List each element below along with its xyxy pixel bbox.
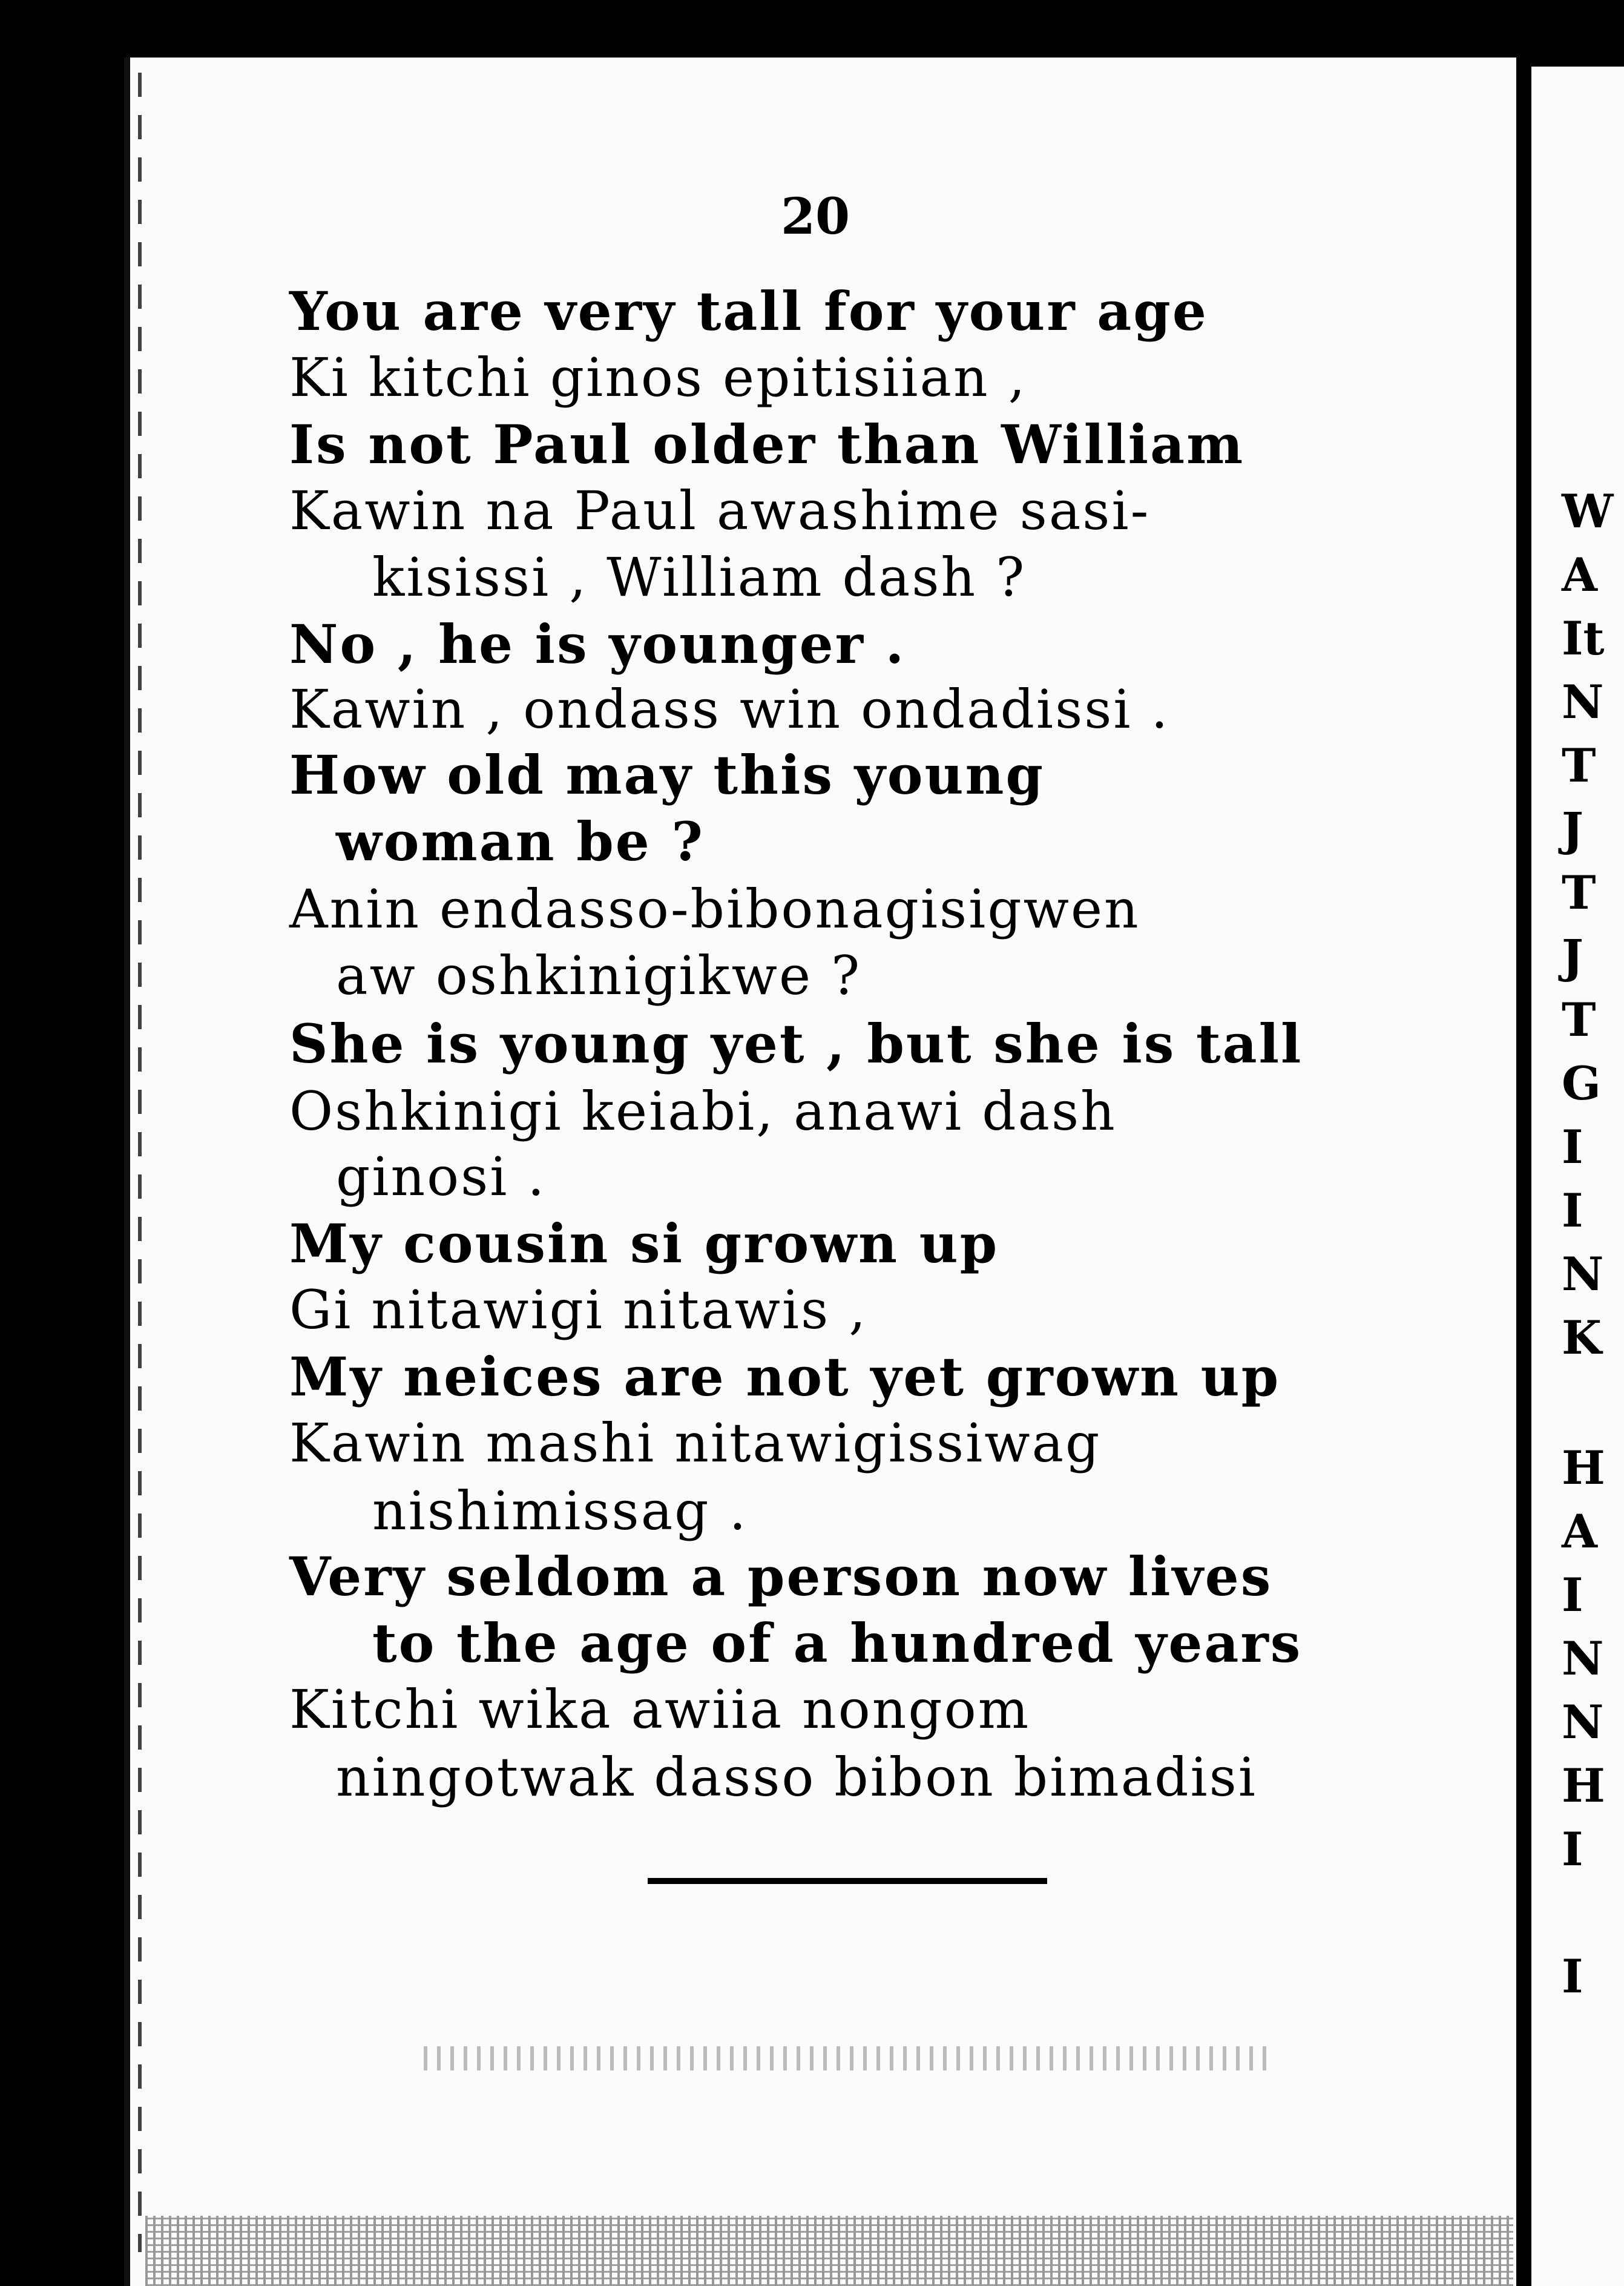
text-line: ningotwak dasso bibon bimadisi: [336, 1746, 1257, 1808]
text-line: She is young yet , but she is tall: [289, 1012, 1303, 1075]
facing-page-fragment: J: [1562, 802, 1583, 856]
text-line: Is not Paul older than William: [289, 413, 1245, 476]
text-line: You are very tall for your age: [289, 280, 1208, 343]
text-line: My cousin si grown up: [289, 1212, 999, 1275]
facing-page-fragment: A: [1562, 548, 1597, 602]
facing-page-fragment: W: [1562, 484, 1614, 538]
facing-page-fragment: It: [1562, 611, 1605, 665]
text-line: How old may this young: [289, 743, 1045, 806]
text-line: Kawin mashi nitawigissiwag: [289, 1412, 1102, 1474]
text-line: Very seldom a person now lives: [289, 1545, 1273, 1608]
facing-page-fragment: T: [1562, 866, 1596, 920]
text-line: nishimissag .: [372, 1480, 748, 1542]
text-line: Kawin na Paul awashime sasi-: [289, 479, 1151, 542]
page-edge-rule: [138, 73, 142, 2252]
page-bottom-noise: [145, 2216, 1513, 2286]
text-line: woman be ?: [336, 810, 705, 873]
text-line: Ki kitchi ginos epitisiian ,: [289, 346, 1027, 409]
facing-page-fragment: T: [1562, 993, 1596, 1047]
facing-page-fragment: I: [1562, 1184, 1583, 1237]
text-line: kisissi , William dash ?: [372, 546, 1027, 608]
facing-page-fragment: H: [1562, 1759, 1605, 1813]
facing-page-fragment: N: [1562, 1695, 1604, 1749]
text-line: Kitchi wika awiia nongom: [289, 1678, 1031, 1741]
text-line: No , he is younger .: [289, 613, 906, 676]
facing-page-fragment: H: [1562, 1441, 1605, 1495]
facing-page-fragment: J: [1562, 929, 1583, 983]
facing-page-fragment: I: [1562, 1120, 1583, 1174]
facing-page-fragment: A: [1562, 1504, 1597, 1558]
facing-page-fragment: N: [1562, 1247, 1604, 1301]
facing-page-fragment: G: [1562, 1056, 1601, 1110]
text-line: Oshkinigi keiabi, anawi dash: [289, 1080, 1117, 1142]
page-number: 20: [781, 188, 850, 246]
facing-page-fragment: I: [1562, 1949, 1583, 2003]
facing-page-fragment: I: [1562, 1822, 1583, 1876]
print-noise: [424, 2046, 1271, 2070]
text-line: aw oshkinigikwe ?: [336, 944, 862, 1007]
text-line: My neices are not yet grown up: [289, 1345, 1281, 1408]
section-divider: [648, 1878, 1047, 1884]
facing-page-fragment: I: [1562, 1568, 1583, 1622]
facing-page-fragment: T: [1562, 739, 1596, 792]
facing-page-fragment: N: [1562, 675, 1604, 729]
text-line: ginosi .: [336, 1145, 547, 1208]
text-line: Anin endasso-bibonagisigwen: [289, 878, 1140, 940]
text-line: Kawin , ondass win ondadissi .: [289, 678, 1170, 740]
text-line: to the age of a hundred years: [372, 1612, 1303, 1675]
facing-page-fragment: K: [1562, 1311, 1602, 1365]
facing-page-fragment: N: [1562, 1632, 1604, 1685]
text-line: Gi nitawigi nitawis ,: [289, 1279, 868, 1341]
